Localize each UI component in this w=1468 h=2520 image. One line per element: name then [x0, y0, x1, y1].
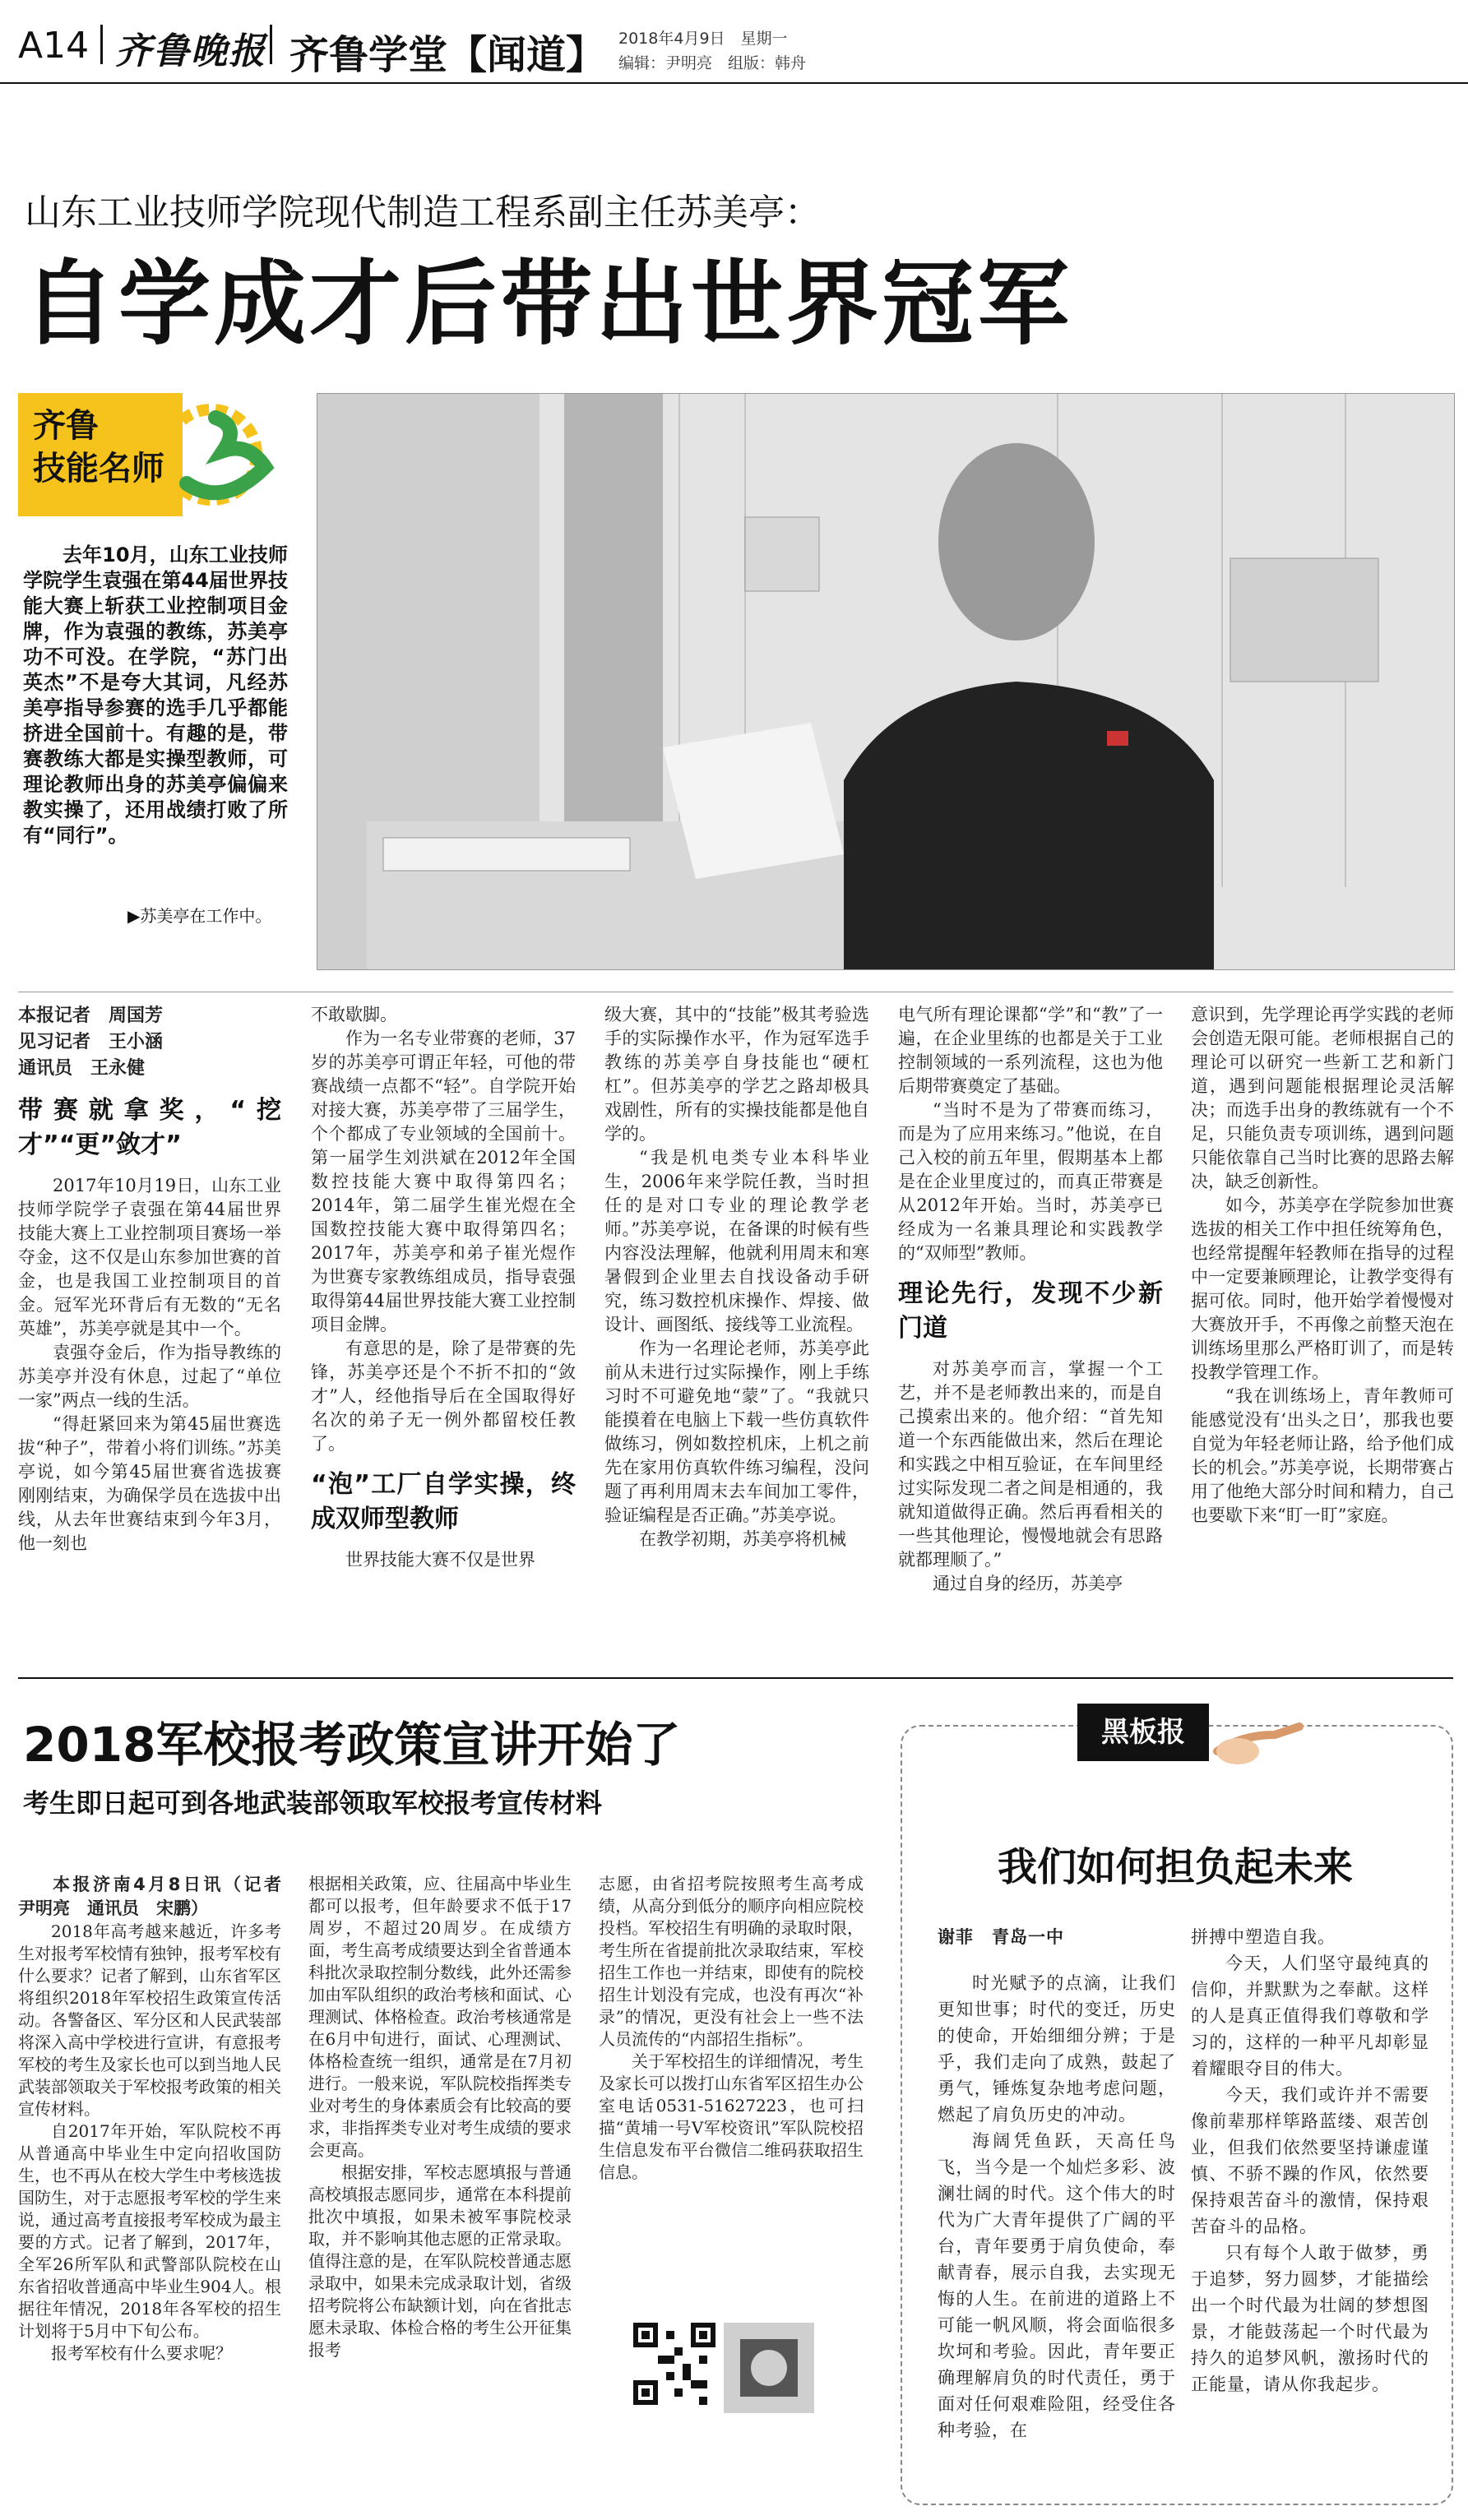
paragraph: 今天，我们或许并不需要像前辈那样筚路蓝缕、艰苦创业，但我们依然要坚持谦虚谨慎、不骄不躁的作风，依然要保持艰苦奋斗的激情，保持艰苦奋斗的品格。 [1191, 2085, 1429, 2236]
byline [18, 1003, 281, 1082]
paragraph: 只有每个人敢于做梦，勇于追梦，努力圆梦，才能描绘出一个时代最为壮阔的梦想图景，才能鼓荡起一个时代最为持久的追梦风帆，激扬时代的正能量，请从你我起步。 [1191, 2243, 1429, 2394]
article2-byline: 本报济南4月8日讯（记者 尹明亮 通讯员 宋鹏） [18, 1875, 299, 1918]
article2-column-3 [599, 1873, 864, 2184]
feature-headline: 自学成才后带出世界冠军 [23, 251, 1072, 358]
paragraph: 志愿，由省招考院按照考生高考成绩，从高分到低分的顺序向相应院校投档。军校招生有明确的录取时限，考生所在省提前批次录取结束，军校招生工作也一并结束，即使有的院校招生计划没有完成，也没有再次“补录”的情况，更没有社会上一些不法人员流传的“内部招生指标”。 [599, 1874, 864, 2049]
paragraph: 级大赛，其中的“技能”极其考验选手的实际操作水平，作为冠军选手教练的苏美亭自身技能也“硬杠杠”。但苏美亭的学艺之路却极具戏剧性，所有的实操技能都是他自学的。 [604, 1005, 869, 1144]
article2-column-1 [18, 1873, 299, 2365]
editor-credits: 编辑：尹明亮 组版：韩舟 [618, 54, 807, 72]
paragraph: 意识到，先学理论再学实践的老师会创造无限可能。老师根据自己的理论可以研究一些新工艺和新门道，遇到问题能根据理论灵活解决；而选手出身的教练就有一个不足，只能负责专项训练，遇到问题只能依靠自己当时比赛的思路去解决，缺乏创新性。 [1191, 1005, 1454, 1191]
byline-correspondent: 通讯员 王永健 [18, 1058, 146, 1079]
paragraph: 对苏美亭而言，掌握一个工艺，并不是老师教出来的，而是自己摸索出来的。他介绍：“首先知道一个东西能做出来，然后在理论和实践之中相互验证，在车间里经过实际发现二者之间是相通的，我就知道做得正确。然后再看相关的一些其他理论，慢慢地就会有思路就都理顺了。” [898, 1359, 1163, 1570]
subhead-2: “泡”工厂自学实操，终成双师型教师 [311, 1470, 576, 1533]
paragraph: “我在训练场上，青年教师可能感觉没有‘出头之日’，那我也要自觉为年轻老师让路，给予他们成长的机会。”苏美亭说，长期带赛占用了他绝大部分时间和精力，自己也要歇下来“盯一盯”家庭。 [1191, 1386, 1454, 1525]
paragraph: 2017年10月19日，山东工业技师学院学子袁强在第44届世界技能大赛上工业控制项目赛场一举夺金，这不仅是山东参加世赛的首金，也是我国工业控制项目的首金。冠军光环背后有无数的“无名英雄”，苏美亭就是其中一个。 [18, 1176, 281, 1339]
paragraph: 通过自身的经历，苏美亭 [933, 1574, 1123, 1593]
blackboard-title: 我们如何担负起未来 [997, 1844, 1353, 1890]
byline-reporter: 本报记者 周国芳 [18, 1006, 164, 1026]
paragraph: 拼搏中塑造自我。 [1191, 1927, 1336, 1947]
paragraph: 时光赋予的点滴，让我们更知世事；时代的变迁，历史的使命，开始细细分辨；于是乎，我们走向了成熟，鼓起了勇气，锤炼复杂地考虑问题，燃起了肩负历史的冲动。 [938, 1973, 1176, 2125]
masthead-divider-2 [270, 25, 272, 64]
paragraph: “得赶紧回来为第45届世赛选拔“种子”，带着小将们训练。”苏美亭说，如今第45届世赛省选拔赛刚刚结束，为确保学员在选拔中出线，从去年世赛结束到今年3月，他一刻也 [18, 1414, 281, 1553]
paragraph: 不敢歇脚。 [311, 1005, 397, 1024]
logo-seal-image [724, 2323, 814, 2413]
subhead-1: 带赛就拿奖，“挖才”“更”敛才” [18, 1096, 281, 1159]
badge-line-1: 齐鲁 [33, 407, 99, 445]
byline-trainee: 见习记者 王小涵 [18, 1032, 164, 1052]
article2-deck: 考生即日起可到各地武装部领取军校报考宣传材料 [23, 1787, 603, 1819]
paragraph: 如今，苏美亭在学院参加世赛选拔的相关工作中担任统筹角色，也经常提醒年轻教师在指导的过程中一定要兼顾理论，让教学变得有据可依。同时，他开始学着慢慢对大赛放开手，不再像之前整天泡在训练场里那么严格盯训了，而是转投教学管理工作。 [1191, 1195, 1454, 1382]
paper-logo: 齐鲁晚报 [115, 30, 266, 72]
article2-column-2 [308, 1873, 572, 2361]
paragraph: 自2017年开始，军队院校不再从普通高中毕业生中定向招收国防生，也不再从在校大学生中考核选拔国防生，对于志愿报考军校的学生来说，通过高考直接报考军校成为最主要的方式。记者了解到，2017年，全军26所军队和武警部队院校在山东省招收普通高中毕业生904人。根据往年情况，2018年各军校的招生计划将于5月中下旬公布。 [18, 2121, 281, 2341]
paragraph: 袁强夺金后，作为指导教练的苏美亭并没有休息，过起了“单位一家”两点一线的生活。 [18, 1343, 281, 1410]
feature-column-3 [604, 1003, 869, 1551]
paragraph: 世界技能大赛不仅是世界 [345, 1550, 535, 1570]
blackboard-column-2 [1191, 1924, 1429, 2397]
paragraph: 有意思的是，除了是带赛的先锋，苏美亭还是个不折不扣的“敛才”人，经他指导后在全国取得好名次的弟子无一例外都留校任教了。 [311, 1339, 576, 1454]
feature-lead: 去年10月，山东工业技师学院学生袁强在第44届世界技能大赛上斩获工业控制项目金牌，作为袁强的教练，苏美亭功不可没。在学院，“苏门出英杰”不是夸大其词，凡经苏美亭指导参赛的选手几乎都能挤进全国前十。有趣的是，带赛教练大都是实操型教师，可理论教师出身的苏美亭偏偏来教实操了，还用战绩打败了所有“同行”。 [23, 543, 288, 847]
wechat-qr-code [633, 2323, 715, 2405]
feature-column-2 [311, 1003, 576, 1572]
paragraph: 根据相关政策，应、往届高中毕业生都可以报考，但年龄要求不低于17周岁，不超过20周岁。在成绩方面，考生高考成绩要达到全省普通本科批次录取控制分数线，此外还需参加由军队组织的政治考核和面试、心理测试、体格检查。政治考核通常是在6月中旬进行，面试、心理测试、体格检查统一组织，通常是在7月初进行。一般来说，军队院校指挥类专业对考生的身体素质会有比较高的要求，非指挥类专业对考生成绩的要求会更高。 [308, 1874, 572, 2160]
blackboard-byline: 谢菲 青岛一中 [938, 1927, 1064, 1947]
portrait-illustration [317, 394, 1454, 969]
issue-date: 2018年4月9日 星期一 [618, 30, 788, 48]
blackboard-tag: 黑板报 [1077, 1704, 1209, 1761]
section-divider [18, 1677, 1453, 1679]
paragraph: 海阔凭鱼跃，天高任鸟飞，当今是一个灿烂多彩、波澜壮阔的时代。这个伟大的时代为广大青年提供了广阔的平台，青年要勇于肩负使命，奉献青春，展示自我，去实现无悔的人生。在前进的道路上不可能一帆风顺，将会面临很多坎坷和考验。因此，青年要正确理解肩负的时代责任，勇于面对任何艰难险阻，经受住各种考验，在 [938, 2131, 1176, 2440]
feature-column-4 [898, 1003, 1163, 1596]
paragraph: 电气所有理论课都“学”和“教”了一遍，在企业里练的也都是关于工业控制领域的一系列流程，这也为他后期带赛奠定了基础。 [898, 1005, 1163, 1096]
paragraph: 根据安排，军校志愿填报与普通高校填报志愿同步，通常在本科提前批次中填报，如果未被军事院校录取，并不影响其他志愿的正常录取。值得注意的是，在军队院校普通志愿录取中，如果未完成录取计划，省级招考院将公布缺额计划，向在省批志愿未录取、体检合格的考生公开征集报考 [308, 2162, 572, 2360]
column-badge [18, 393, 280, 516]
subhead-3: 理论先行，发现不少新门道 [898, 1279, 1163, 1343]
paragraph: 作为一名理论老师，苏美亭此前从未进行过实际操作，刚上手练习时不可避免地“蒙”了。“我就只能摸着在电脑上下载一些仿真软件做练习，例如数控机床，上机之前先在家用仿真软件练习编程，没问题了再利用周末去车间加工零件，验证编程是否正确。”苏美亭说。 [604, 1339, 869, 1525]
feature-column-1 [18, 1003, 281, 1556]
masthead-divider [100, 25, 103, 64]
photo-caption: ▶苏美亭在工作中。 [127, 906, 272, 926]
article2-headline: 2018军校报考政策宣讲开始了 [23, 1717, 681, 1773]
feature-photo [317, 393, 1455, 970]
paragraph: 2018年高考越来越近，许多考生对报考军校情有独钟，报考军校有什么要求？记者了解到，山东省军区将组织2018年军校招生政策宣传活动。各警备区、军分区和人民武装部将深入高中学校进行宣讲，有意报考军校的考生及家长也可以到当地人民武装部领取关于军校报考政策的相关宣传材料。 [18, 1921, 281, 2119]
badge-line-2: 技能名师 [33, 450, 164, 488]
feature-column-5 [1191, 1003, 1454, 1528]
paragraph: “当时不是为了带赛而练习，而是为了应用来练习。”他说，在自己入校的前五年里，假期基本上都是在企业里度过的，而真正带赛是从2012年开始。当时，苏美亭已经成为一名兼具理论和实践教学的“双师型”教师。 [898, 1100, 1163, 1263]
chalk-hand-icon [1209, 1710, 1308, 1776]
paragraph: “我是机电类专业本科毕业生，2006年来学院任教，当时担任的是对口专业的理论教学老师。”苏美亭说，在备课的时候有些内容没法理解，他就利用周末和寒暑假到企业里去自找设备动手研究，练习数控机床操作、焊接、做设计、画图纸、接线等工业流程。 [604, 1148, 869, 1334]
paragraph: 作为一名专业带赛的老师，37岁的苏美亭可谓正年轻，可他的带赛战绩一点都不“轻”。自学院开始对接大赛，苏美亭带了三届学生，个个都成了专业领域的全国前十。第一届学生刘洪斌在2012年全国数控技能大赛中取得第四名；2014年，第二届学生崔光煜在全国数控技能大赛中取得第四名；2017年，苏美亭和弟子崔光煜作为世赛专家教练组成员，指导袁强取得第44届世界技能大赛工业控制项目金牌。 [311, 1029, 576, 1334]
section-title: 齐鲁学堂【闻道】 [289, 32, 606, 78]
dateline [618, 26, 806, 76]
feature-kicker: 山东工业技师学院现代制造工程系副主任苏美亭： [25, 192, 821, 234]
paragraph: 报考军校有什么要求呢？ [51, 2343, 232, 2363]
blackboard-column-1 [938, 1924, 1176, 2444]
paragraph: 今天，人们坚守最纯真的信仰，并默默为之奉献。这样的人是真正值得我们尊敬和学习的，这样的一种平凡却彰显着耀眼夺目的伟大。 [1191, 1954, 1429, 2078]
masthead-rule [0, 82, 1468, 84]
paragraph: 在教学初期，苏美亭将机械 [639, 1529, 846, 1549]
paragraph: 关于军校招生的详细情况，考生及家长可以拨打山东省军区招生办公室电话0531-51627223，也可扫描“黄埔一号V军校资讯”军队院校招生信息发布平台微信二维码获取招生信息。 [599, 2051, 864, 2182]
page-number: A14 [18, 25, 90, 67]
